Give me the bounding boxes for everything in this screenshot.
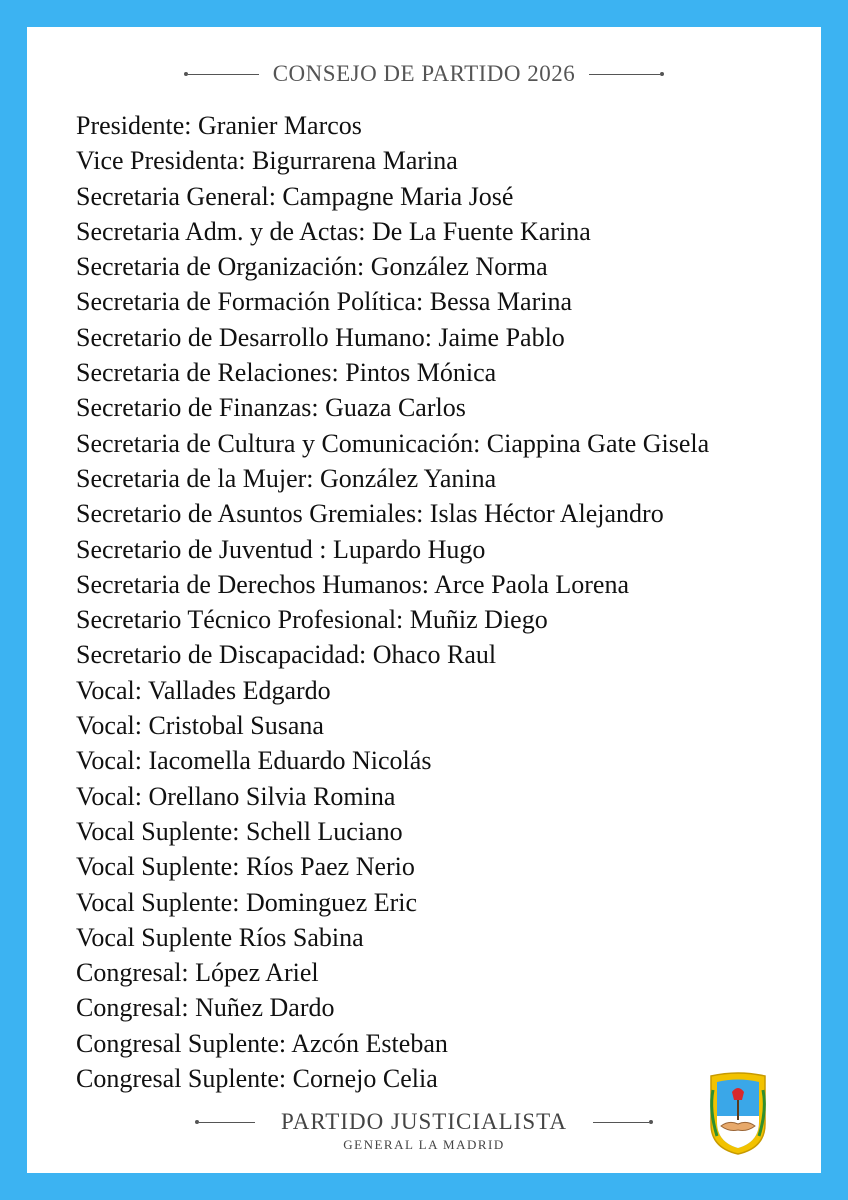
roster-item: Secretario de Asuntos Gremiales: Islas Héctor Alejandro <box>76 499 664 529</box>
header <box>27 61 821 87</box>
roster-item: Congresal Suplente: Cornejo Celia <box>76 1064 438 1094</box>
roster-item: Secretaria Adm. y de Actas: De La Fuente Karina <box>76 216 591 246</box>
roster-item: Vocal Suplente: Dominguez Eric <box>76 887 418 917</box>
roster-item: Congresal: López Ariel <box>76 958 319 988</box>
roster-item: Secretario de Discapacidad: Ohaco Raul <box>76 640 497 670</box>
header-rule-left <box>184 72 259 76</box>
roster-item: Vocal Suplente Ríos Sabina <box>76 922 364 952</box>
roster-item: Secretario de Juventud : Lupardo Hugo <box>76 534 486 564</box>
roster-item: Secretario Técnico Profesional: Muñiz Diego <box>76 605 548 635</box>
roster-item: Congresal Suplente: Azcón Esteban <box>76 1028 448 1058</box>
roster-item: Secretaria de Formación Política: Bessa Marina <box>76 287 573 317</box>
page-title: CONSEJO DE PARTIDO 2026 <box>272 61 576 86</box>
roster-item: Presidente: Granier Marcos <box>76 111 362 140</box>
header-rule-right <box>589 72 664 76</box>
footer-rule-left <box>195 1120 255 1124</box>
roster-item: Secretario de Desarrollo Humano: Jaime Pablo <box>76 322 565 352</box>
roster-item: Vocal: Cristobal Susana <box>76 711 324 741</box>
party-name: PARTIDO JUSTICIALISTA <box>281 1109 567 1134</box>
roster-item: Congresal: Nuñez Dardo <box>76 993 335 1023</box>
document-page <box>27 27 821 1173</box>
roster-item: Secretaria de la Mujer: González Yanina <box>76 463 497 493</box>
roster-list <box>76 108 709 1096</box>
roster-item: Vocal: Iacomella Eduardo Nicolás <box>76 746 432 776</box>
roster-item: Secretaria de Cultura y Comunicación: Ciappina Gate Gisela <box>76 428 710 458</box>
roster-item: Secretario de Finanzas: Guaza Carlos <box>76 393 466 423</box>
roster-item: Vocal: Orellano Silvia Romina <box>76 781 396 811</box>
roster-item: Vocal Suplente: Schell Luciano <box>76 816 403 846</box>
roster-item: Secretaria de Relaciones: Pintos Mónica <box>76 358 497 388</box>
party-location: GENERAL LA MADRID <box>343 1137 505 1152</box>
footer-rule-right <box>593 1120 653 1124</box>
roster-item: Vocal Suplente: Ríos Paez Nerio <box>76 852 415 882</box>
footer <box>27 1109 821 1153</box>
roster-item: Vocal: Vallades Edgardo <box>76 675 331 705</box>
roster-item: Secretaria de Derechos Humanos: Arce Paola Lorena <box>76 569 629 599</box>
roster-item: Secretaria de Organización: González Norma <box>76 252 548 282</box>
roster-item: Vice Presidenta: Bigurrarena Marina <box>76 146 458 176</box>
pj-shield-icon <box>707 1070 769 1156</box>
roster-item: Secretaria General: Campagne Maria José <box>76 181 514 211</box>
